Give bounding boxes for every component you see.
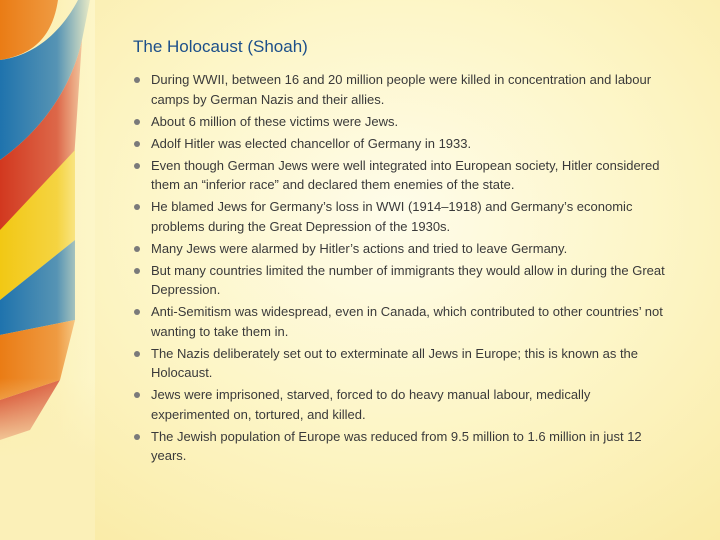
bullet-item: The Jewish population of Europe was reduced from 9.5 million to 1.6 million in just 12 years. xyxy=(133,427,668,466)
bullet-item: Even though German Jews were well integrated into European society, Hitler considered them an “inferior race” and declared them enemies of the state. xyxy=(133,156,668,195)
bullet-item: About 6 million of these victims were Jews. xyxy=(133,112,668,132)
bullet-item: Many Jews were alarmed by Hitler’s actions and tried to leave Germany. xyxy=(133,239,668,259)
bullet-list xyxy=(133,70,668,468)
bullet-item: The Nazis deliberately set out to exterminate all Jews in Europe; this is known as the Holocaust. xyxy=(133,344,668,383)
bullet-item: Adolf Hitler was elected chancellor of Germany in 1933. xyxy=(133,134,668,154)
bullet-item: Jews were imprisoned, starved, forced to do heavy manual labour, medically experimented on, tortured, and killed. xyxy=(133,385,668,424)
bullet-item: But many countries limited the number of immigrants they would allow in during the Great Depression. xyxy=(133,261,668,300)
bullet-item: During WWII, between 16 and 20 million people were killed in concentration and labour camps by German Nazis and their allies. xyxy=(133,70,668,109)
bullet-item: Anti-Semitism was widespread, even in Canada, which contributed to other countries’ not wanting to take them in. xyxy=(133,302,668,341)
slide-title: The Holocaust (Shoah) xyxy=(133,37,308,56)
bullet-item: He blamed Jews for Germany’s loss in WWI (1914–1918) and Germany’s economic problems during the Great Depression of the 1930s. xyxy=(133,197,668,236)
decorative-shapes xyxy=(0,0,95,540)
